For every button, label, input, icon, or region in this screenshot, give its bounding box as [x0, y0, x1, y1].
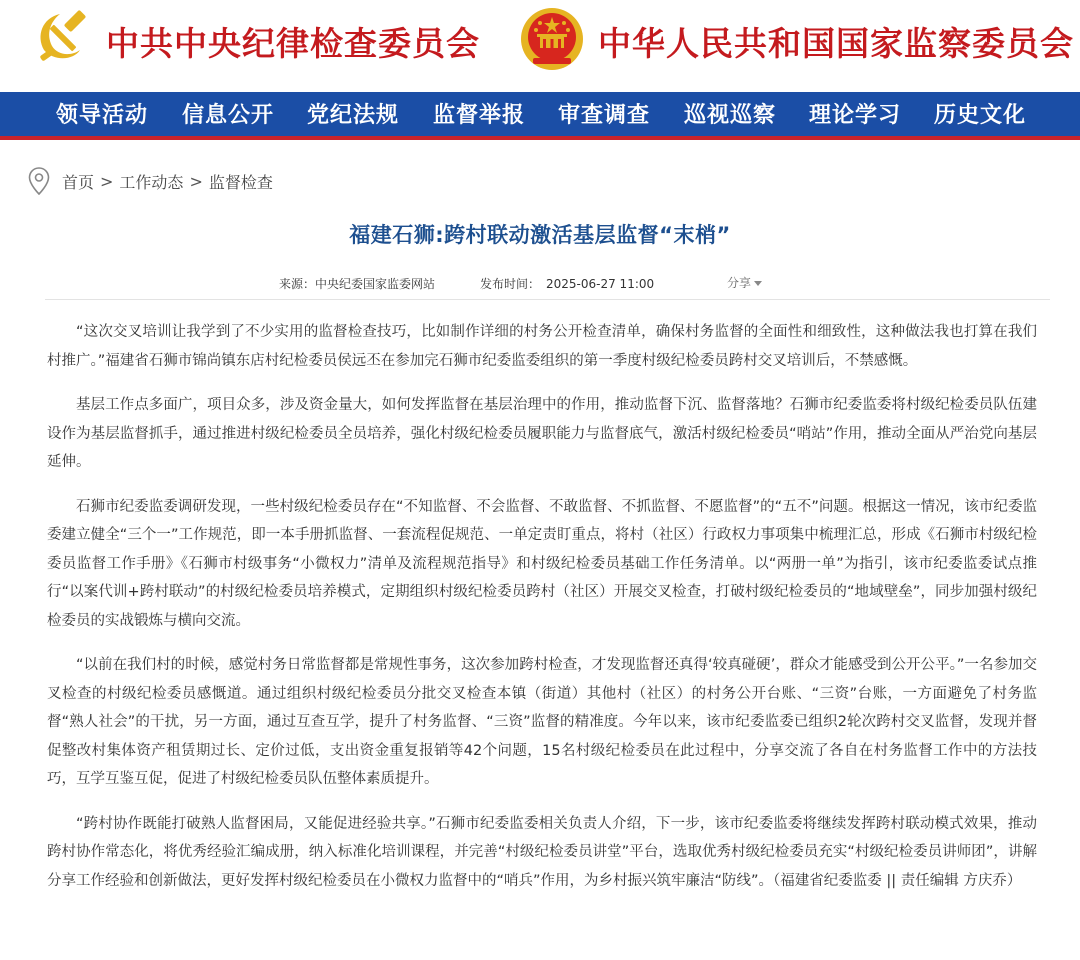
- article-paragraph: “跨村协作既能打破熟人监督困局，又能促进经验共享。”石狮市纪委监委相关负责人介绍，下一步，该市纪委监委将继续发挥跨村联动模式效果，推动跨村协作常态化，将优秀经验汇编成册，纳入标准化培训课程，并完善“村级纪检委员讲堂”平台，选取优秀村级纪检委员充实“村级纪检委员讲师团”，讲解分享工作经验和创新做法，更好发挥村级纪检委员在小微权力监督中的“哨兵”作用，为乡村振兴筑牢廉洁“防线”。（福建省纪委监委 || 责任编辑 方庆乔）: [47, 815, 1037, 889]
- nav-item-regulations[interactable]: 党纪法规: [307, 102, 400, 128]
- breadcrumb-separator: >: [100, 171, 114, 191]
- article-body: [47, 318, 1037, 911]
- share-button[interactable]: [727, 274, 762, 291]
- nav-item-report[interactable]: 监督举报: [433, 102, 526, 128]
- nav-item-history[interactable]: 历史文化: [934, 102, 1027, 128]
- breadcrumb-work-news[interactable]: 工作动态: [119, 172, 184, 192]
- breadcrumb-home[interactable]: 首页: [62, 172, 95, 192]
- article-paragraph: 石狮市纪委监委调研发现，一些村级纪检委员存在“不知监督、不会监督、不敢监督、不抓监督、不愿监督”的“五不”问题。根据这一情况，该市纪委监委建立健全“三个一”工作规范，即一本手册抓监督、一套流程促规范、一单定责盯重点，将村（社区）行政权力事项集中梳理汇总，形成《石狮市村级纪检委员监督工作手册》《石狮市村级事务“小微权力”清单及流程规范指导》和村级纪检委员基础工作任务清单。以“两册一单”为指引，该市纪委监委试点推行“以案代训+跨村联动”的村级纪检委员培养模式，定期组织村级纪检委员跨村（社区）开展交叉检查，打破村级纪检委员的“地域壁垒”，同步加强村级纪检委员的实战锻炼与横向交流。: [47, 498, 1037, 629]
- ccdi-name[interactable]: 中共中央纪律检查委员会: [106, 24, 480, 63]
- breadcrumb-supervision[interactable]: 监督检查: [208, 172, 273, 192]
- chevron-down-icon: [754, 281, 762, 286]
- article-publish-time: 发布时间： 2025-06-27 11:00: [480, 277, 655, 291]
- article-source: 来源：中央纪委国家监委网站: [279, 277, 436, 291]
- nav-item-info-disclosure[interactable]: 信息公开: [182, 102, 275, 128]
- share-label: 分享: [727, 276, 752, 290]
- article-title: 福建石狮:跨村联动激活基层监督“末梢”: [349, 223, 731, 247]
- breadcrumb-separator: >: [189, 171, 203, 191]
- nav-item-inspection[interactable]: 巡视巡察: [684, 102, 777, 128]
- site-header: [0, 0, 1080, 92]
- nav-item-theory[interactable]: 理论学习: [809, 102, 902, 128]
- main-nav: [0, 92, 1080, 140]
- article-paragraph: “这次交叉培训让我学到了不少实用的监督检查技巧，比如制作详细的村务公开检查清单，确保村务监督的全面性和细致性，这种做法我也打算在我们村推广。”福建省石狮市锦尚镇东店村纪检委员侯远丕在参加完石狮市纪委监委组织的第一季度村级纪检委员跨村交叉培训后，不禁感慨。: [47, 324, 1037, 369]
- article-paragraph: “以前在我们村的时候，感觉村务日常监督都是常规性事务，这次参加跨村检查，才发现监督还真得‘较真碰硬’，群众才能感受到公开公平。”一名参加交叉检查的村级纪检委员感慨道。通过组织村级纪检委员分批交叉检查本镇（街道）其他村（社区）的村务公开台账、“三资”台账，一方面避免了村务监督“熟人社会”的干扰，另一方面，通过互查互学，提升了村务监督、“三资”监督的精准度。今年以来，该市纪委监委已组织2轮次跨村交叉监督，发现并督促整改村集体资产租赁期过长、定价过低，支出资金重复报销等42个问题，15名村级纪检委员在此过程中，分享交流了各自在村务监督工作中的方法技巧，互学互鉴互促，促进了村级纪检委员队伍整体素质提升。: [47, 657, 1037, 787]
- nsc-name[interactable]: 中华人民共和国国家监察委员会: [598, 24, 1074, 63]
- nav-item-investigation[interactable]: 审查调查: [558, 102, 651, 128]
- breadcrumb: [28, 166, 273, 196]
- nav-item-leadership[interactable]: 领导活动: [56, 102, 149, 128]
- meta-divider: [45, 299, 1050, 300]
- national-emblem-icon[interactable]: [519, 6, 585, 72]
- article-paragraph: 基层工作点多面广，项目众多，涉及资金量大，如何发挥监督在基层治理中的作用，推动监督下沉、监督落地？石狮市纪委监委将村级纪检委员队伍建设作为基层监督抓手，通过推进村级纪检委员全员培养，强化村级纪检委员履职能力与监督底气，激活村级纪检委员“哨站”作用，推动全面从严治党向基层延伸。: [47, 397, 1037, 470]
- location-pin-icon: [28, 167, 50, 195]
- party-emblem-icon[interactable]: [30, 6, 94, 70]
